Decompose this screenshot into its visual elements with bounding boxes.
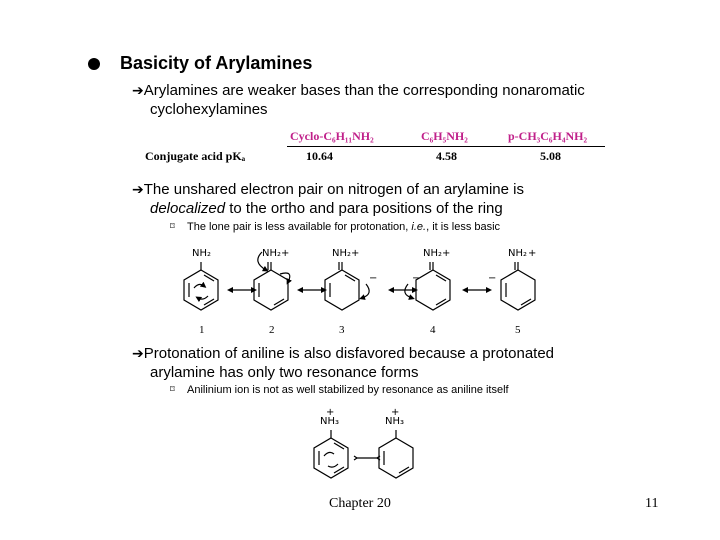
structure-number-5: 5 bbox=[515, 324, 521, 336]
svg-text:−: − bbox=[412, 273, 421, 284]
svg-text:−: − bbox=[369, 273, 378, 284]
structure-number-2: 2 bbox=[269, 324, 275, 336]
delocalized-emphasis: delocalized bbox=[150, 200, 226, 217]
sub-point-2: The lone pair is less available for protonation, i.e., it is less basic bbox=[187, 221, 501, 233]
footer-page-number: 11 bbox=[645, 496, 659, 511]
structure-number-3: 3 bbox=[339, 324, 345, 336]
footer-chapter: Chapter 20 bbox=[329, 496, 391, 511]
table-rule bbox=[287, 146, 605, 147]
point-3 bbox=[132, 344, 554, 363]
resonance-structure-4 bbox=[405, 262, 450, 310]
nh2-label-1: NH₂ bbox=[192, 248, 212, 259]
table-value-p-toluidine: 5.08 bbox=[540, 149, 561, 163]
nh2-label-5: NH₂ bbox=[508, 248, 528, 259]
point-3-line-2: arylamine has only two resonance forms bbox=[150, 364, 419, 381]
table-value-aniline: 4.58 bbox=[436, 149, 457, 163]
nh3-label-2: NH₃ bbox=[385, 416, 405, 427]
point-2 bbox=[132, 180, 524, 199]
resonance-structure-3 bbox=[325, 262, 369, 310]
anilinium-structure-2 bbox=[379, 430, 413, 478]
arrow-bullet-icon: ➔ bbox=[132, 345, 144, 361]
arrow-bullet-icon: ➔ bbox=[132, 82, 144, 98]
point-1-line-2: cyclohexylamines bbox=[150, 101, 268, 118]
sub-bullet-icon: ⌑ bbox=[170, 385, 175, 395]
point-2-line-1: The unshared electron pair on nitrogen of an arylamine is bbox=[143, 181, 524, 198]
resonance-structure-1 bbox=[184, 262, 218, 310]
resonance-structure-5 bbox=[501, 262, 535, 310]
svg-text:+: + bbox=[351, 248, 360, 259]
point-3-line-1: Protonation of aniline is also disfavored because a protonated bbox=[143, 345, 555, 362]
main-bullet-icon bbox=[88, 58, 100, 70]
resonance-structure-2 bbox=[254, 252, 290, 310]
nh3-label-1: NH₃ bbox=[320, 416, 340, 427]
point-2-line-2: delocalized to the ortho and para positions of the ring bbox=[150, 200, 503, 217]
point-1 bbox=[132, 81, 585, 100]
anilinium-resonance-diagram bbox=[296, 408, 426, 488]
structure-number-4: 4 bbox=[430, 324, 436, 336]
table-value-cyclohexylamine: 10.64 bbox=[306, 149, 333, 163]
svg-text:+: + bbox=[528, 248, 537, 259]
svg-text:+: + bbox=[391, 408, 400, 418]
arrow-bullet-icon: ➔ bbox=[132, 181, 144, 197]
table-header-cyclohexylamine: Cyclo-C₆H₁₁NH₂ bbox=[290, 129, 374, 143]
structure-number-1: 1 bbox=[199, 324, 205, 336]
slide-title: Basicity of Arylamines bbox=[120, 53, 313, 73]
nh2-label-2: NH₂ bbox=[262, 248, 282, 259]
point-1-line-1: Arylamines are weaker bases than the corresponding nonaromatic bbox=[143, 82, 585, 99]
sub-point-3: Anilinium ion is not as well stabilized by resonance as aniline itself bbox=[187, 384, 509, 396]
anilinium-structure-1 bbox=[314, 430, 348, 478]
svg-text:+: + bbox=[281, 248, 290, 259]
table-row-label: Conjugate acid pKₐ bbox=[145, 149, 246, 163]
table-header-p-toluidine: p-CH₃C₆H₄NH₂ bbox=[508, 129, 588, 143]
svg-text:−: − bbox=[488, 273, 497, 284]
nh2-label-4: NH₂ bbox=[423, 248, 443, 259]
aniline-resonance-diagram bbox=[170, 238, 540, 338]
sub-bullet-icon: ⌑ bbox=[170, 222, 175, 232]
table-header-aniline: C₆H₅NH₂ bbox=[421, 129, 468, 143]
nh2-label-3: NH₂ bbox=[332, 248, 352, 259]
svg-text:+: + bbox=[442, 248, 451, 259]
svg-text:+: + bbox=[326, 408, 335, 418]
